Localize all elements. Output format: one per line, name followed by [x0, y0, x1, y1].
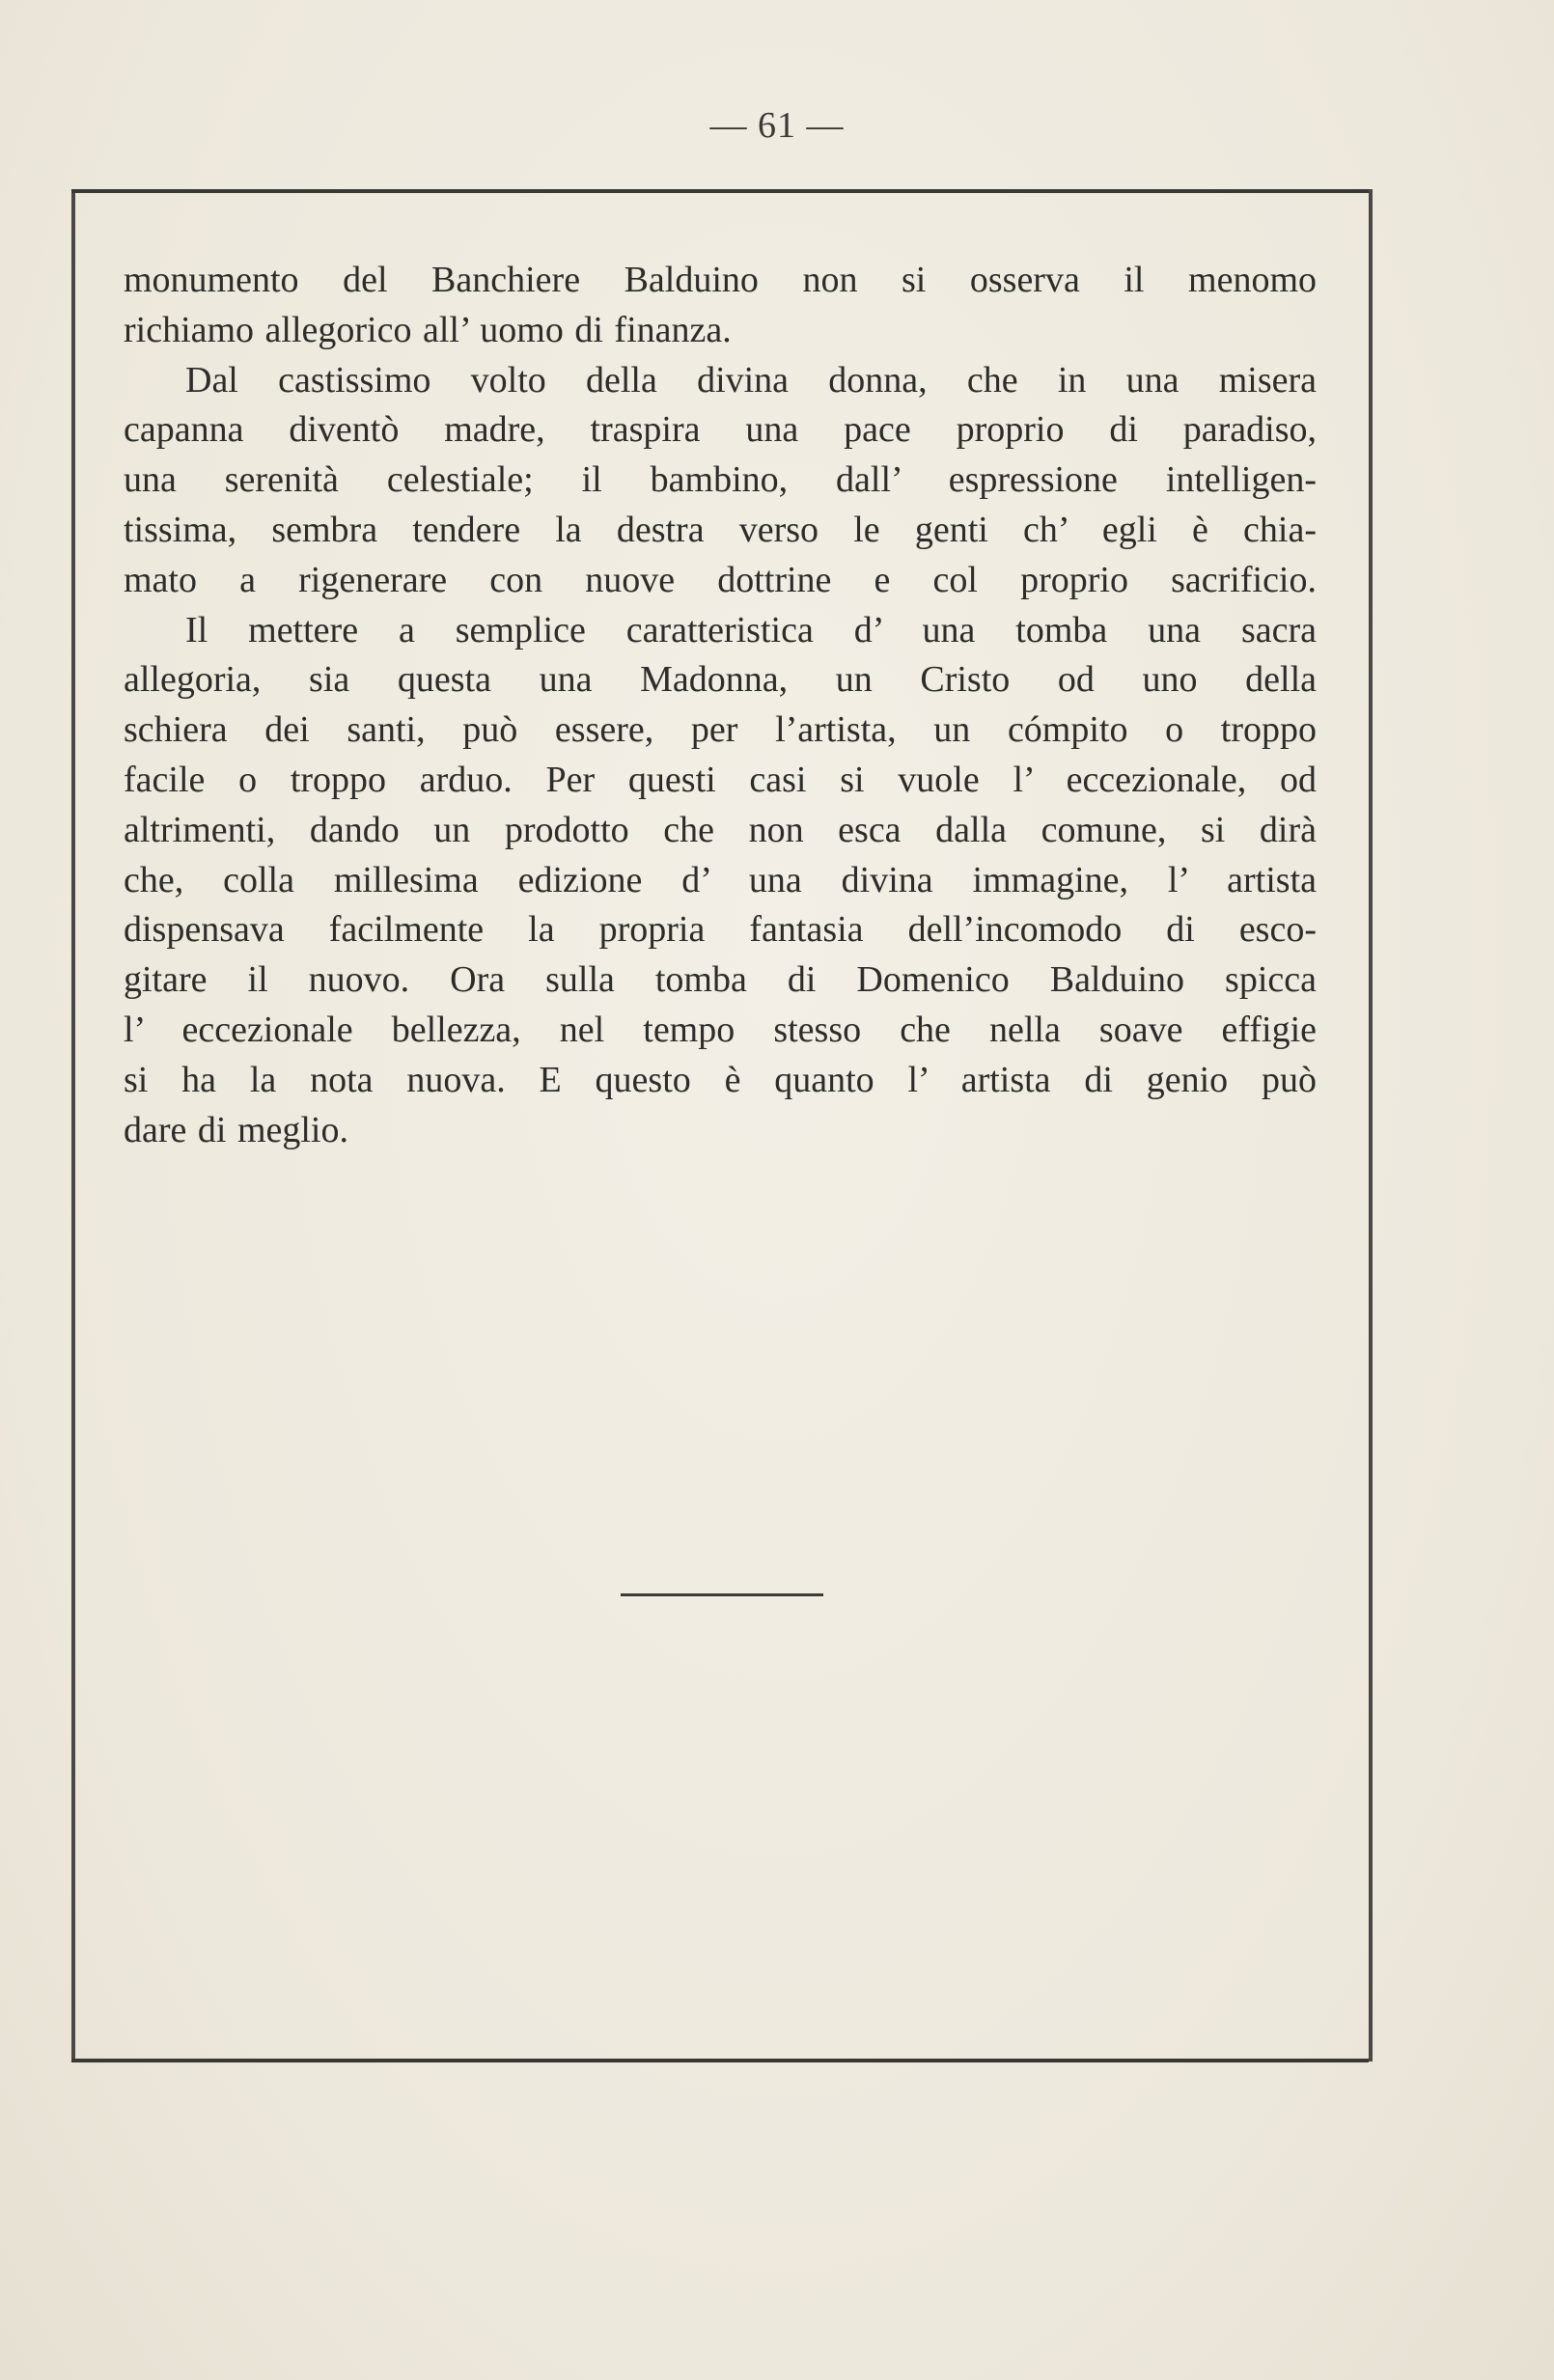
- text-line: dare di meglio.: [124, 1109, 348, 1150]
- text-line: che, colla millesima edizione d’ una divina immagine, l’ artista: [124, 859, 1317, 900]
- text-line: dispensava facilmente la propria fantasia dell’incomodo di esco-: [124, 909, 1317, 951]
- text-line: monumento del Banchiere Balduino non si osserva il menomo: [124, 260, 1317, 300]
- text-line: altrimenti, dando un prodotto che non esca dalla comune, si dirà: [124, 809, 1317, 850]
- paragraph-first-line: Il mettere a semplice caratteristica d’ una tomba una sacra: [185, 609, 1317, 650]
- frame-top-rule: [71, 189, 1369, 193]
- body-text: [124, 256, 1317, 1155]
- text-line: capanna diventò madre, traspira una pace proprio di paradiso,: [124, 409, 1317, 451]
- text-line: gitare il nuovo. Ora sulla tomba di Domenico Balduino spicca: [124, 959, 1317, 1001]
- paragraph-first-line: Dal castissimo volto della divina donna, che in una misera: [185, 359, 1317, 401]
- text-line: mato a rigenerare con nuove dottrine e col proprio sacrificio.: [124, 559, 1317, 600]
- text-line: schiera dei santi, può essere, per l’artista, un cómpito o troppo: [124, 709, 1317, 751]
- frame-bottom-rule: [71, 2059, 1369, 2062]
- text-line: allegoria, sia questa una Madonna, un Cristo od uno della: [124, 659, 1317, 701]
- text-line: l’ eccezionale bellezza, nel tempo stesso che nella soave effigie: [124, 1009, 1317, 1050]
- section-separator-rule: [621, 1593, 823, 1596]
- text-line: si ha la nota nuova. E questo è quanto l’ artista di genio può: [124, 1059, 1317, 1100]
- text-line: tissima, sembra tendere la destra verso le genti ch’ egli è chia-: [124, 509, 1317, 550]
- page-number: — 61 —: [709, 105, 845, 146]
- text-line: richiamo allegorico all’ uomo di finanza.: [124, 309, 732, 350]
- text-line: facile o troppo arduo. Per questi casi si vuole l’ eccezionale, od: [124, 759, 1317, 800]
- text-line: una serenità celestiale; il bambino, dall’ espressione intelligen-: [124, 459, 1317, 501]
